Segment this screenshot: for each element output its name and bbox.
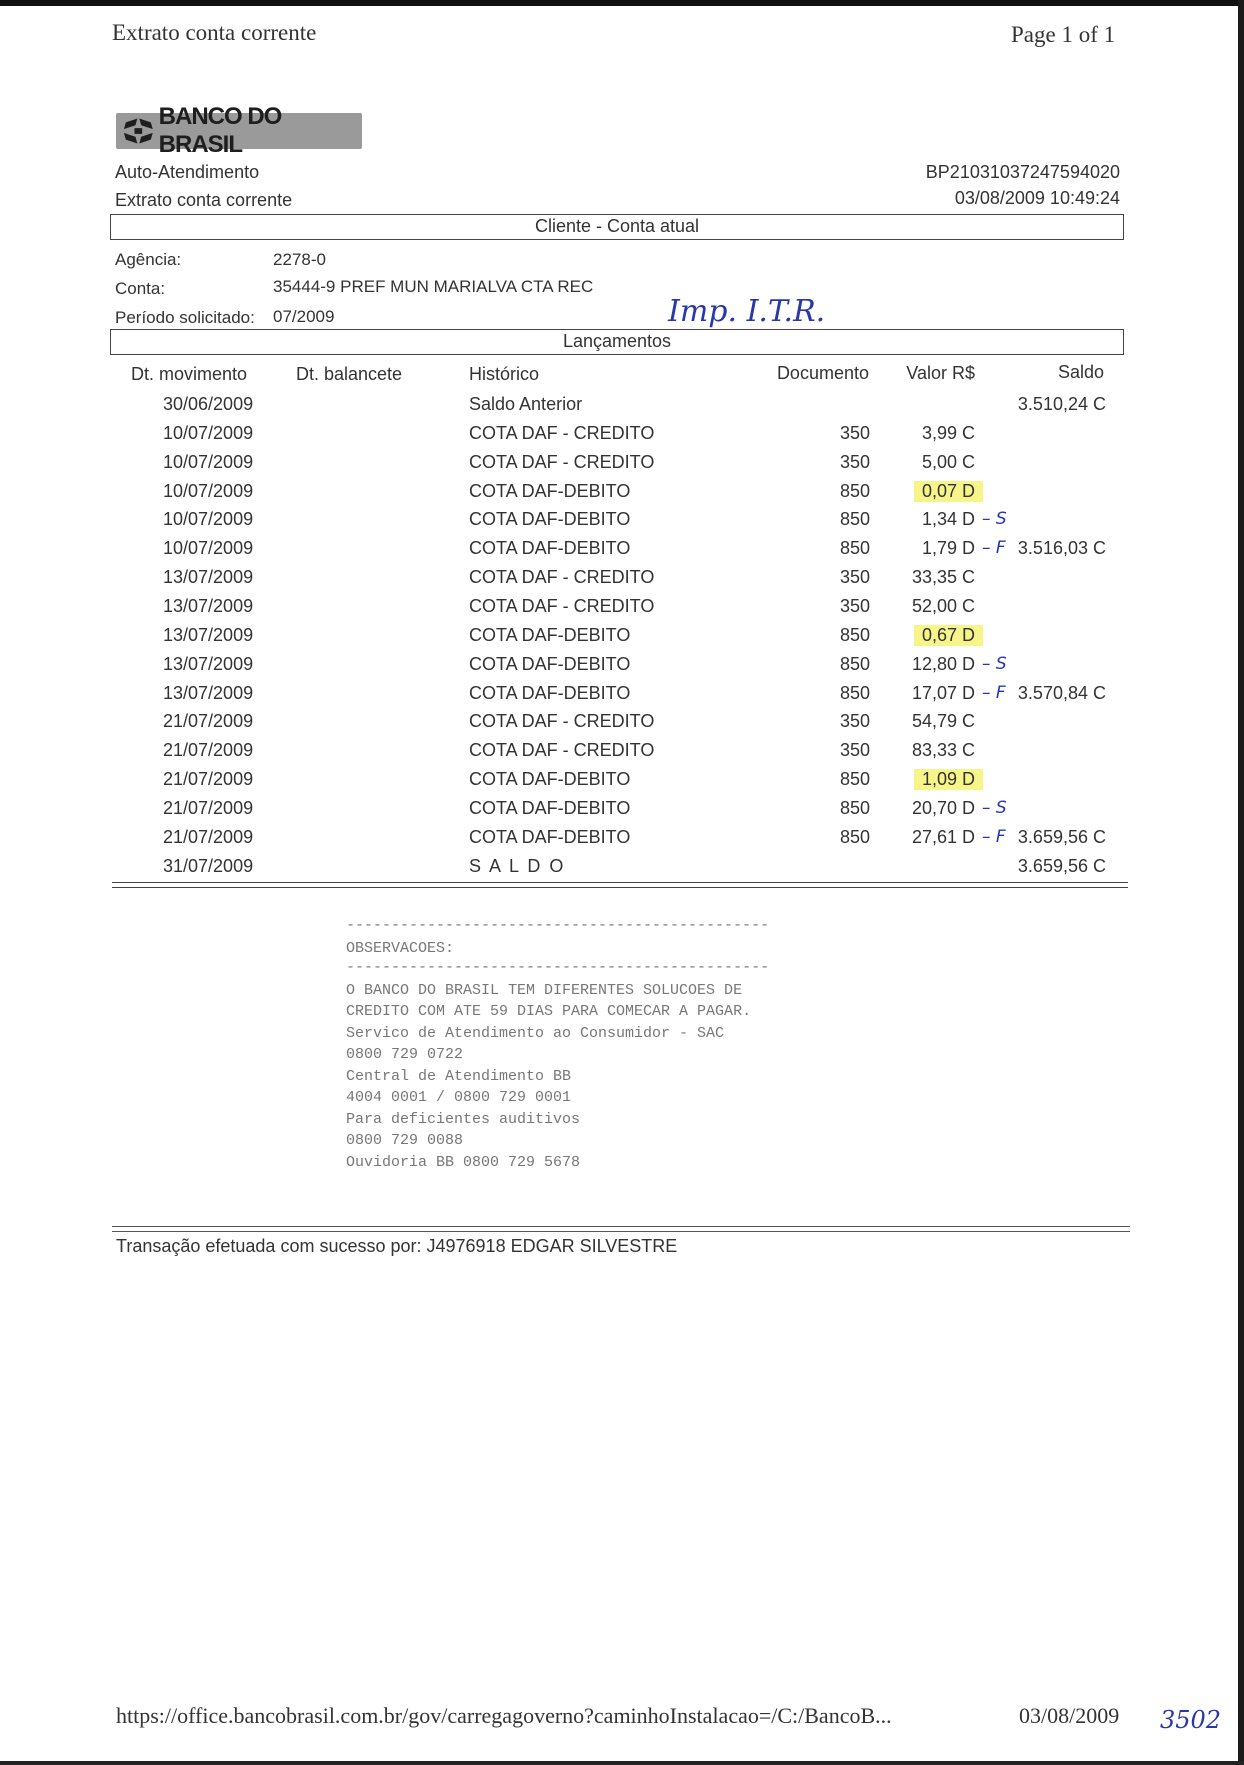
- row-saldo: 3.516,03 C: [1017, 538, 1106, 559]
- lancamentos-section-bar: Lançamentos: [110, 329, 1124, 355]
- row-historico: COTA DAF-DEBITO: [469, 769, 631, 790]
- obs-line-5: Central de Atendimento BB: [346, 1068, 572, 1085]
- obs-line-3: Servico de Atendimento ao Consumidor - SAC: [346, 1025, 725, 1042]
- row-date: 30/06/2009: [163, 394, 254, 414]
- row-valor: 1,79 D: [921, 538, 975, 559]
- col-header-valor: Valor R$: [906, 363, 975, 383]
- col-header-historico: Histórico: [469, 364, 540, 384]
- table-row: [0, 827, 1244, 856]
- col-header-dt-movimento: Dt. movimento: [131, 364, 248, 384]
- row-historico: COTA DAF-DEBITO: [469, 509, 631, 530]
- client-section-bar: Cliente - Conta atual: [110, 214, 1124, 240]
- row-historico: Saldo Anterior: [469, 394, 583, 414]
- obs-separator-top: -----------------------------------------------: [346, 917, 770, 934]
- obs-line-2: CREDITO COM ATE 59 DIAS PARA COMECAR A PAGAR.: [346, 1003, 752, 1020]
- print-date: 03/08/2009: [1019, 1703, 1120, 1728]
- table-row: [0, 452, 1244, 481]
- row-date: 10/07/2009: [163, 538, 254, 559]
- row-historico: COTA DAF-DEBITO: [469, 480, 631, 501]
- header-auto-atendimento: Auto-Atendimento: [115, 162, 260, 182]
- row-documento: 850: [839, 624, 870, 645]
- bank-logo-icon: [122, 116, 155, 146]
- page-number: Page 1 of 1: [1011, 22, 1116, 47]
- row-historico: COTA DAF - CREDITO: [469, 567, 655, 588]
- row-documento: 850: [839, 480, 870, 501]
- row-valor-highlighted: 0,67 D: [914, 625, 983, 646]
- row-date: 21/07/2009: [163, 711, 254, 732]
- table-row: [0, 423, 1244, 452]
- table-row: [0, 740, 1244, 769]
- table-row: [0, 567, 1244, 596]
- row-historico: COTA DAF-DEBITO: [469, 538, 631, 559]
- header-datetime: 03/08/2009 10:49:24: [954, 188, 1120, 208]
- row-date: 10/07/2009: [163, 451, 254, 472]
- row-documento: 850: [839, 769, 870, 790]
- bank-logo: [116, 103, 362, 158]
- scan-border-bottom: [0, 1761, 1244, 1765]
- table-row: [0, 711, 1244, 740]
- row-documento: 850: [839, 826, 870, 847]
- obs-line-7: Para deficientes auditivos: [346, 1111, 581, 1128]
- row-historico: COTA DAF - CREDITO: [469, 740, 655, 761]
- table-row: [0, 509, 1244, 538]
- row-saldo: 3.659,56 C: [1017, 855, 1106, 876]
- row-valor: 3,99 C: [921, 422, 975, 443]
- row-date: 31/07/2009: [163, 855, 254, 876]
- footer-rule: [112, 1226, 1130, 1232]
- row-handwritten-mark: – F: [982, 538, 1006, 559]
- table-row: [0, 538, 1244, 567]
- col-header-documento: Documento: [776, 363, 869, 383]
- row-saldo: 3.510,24 C: [1017, 394, 1106, 414]
- row-date: 10/07/2009: [163, 480, 254, 501]
- row-saldo: 3.570,84 C: [1017, 682, 1106, 703]
- row-documento: 350: [839, 711, 870, 732]
- row-valor: 33,35 C: [911, 567, 975, 588]
- header-protocol: BP21031037247594020: [925, 162, 1120, 182]
- row-valor-highlighted: 0,07 D: [914, 481, 983, 502]
- conta-value: 35444-9 PREF MUN MARIALVA CTA REC: [273, 277, 594, 296]
- row-date: 21/07/2009: [163, 740, 254, 761]
- obs-title: OBSERVACOES:: [346, 940, 455, 957]
- row-valor: 12,80 D: [911, 653, 975, 674]
- row-date: 13/07/2009: [163, 682, 254, 703]
- row-date: 21/07/2009: [163, 769, 254, 790]
- row-documento: 850: [839, 538, 870, 559]
- row-documento: 850: [839, 682, 870, 703]
- row-historico: COTA DAF-DEBITO: [469, 653, 631, 674]
- col-header-saldo: Saldo: [1057, 362, 1104, 382]
- table-row: [0, 798, 1244, 827]
- row-historico: COTA DAF - CREDITO: [469, 595, 655, 616]
- obs-separator-bottom: -----------------------------------------------: [346, 959, 770, 976]
- periodo-value: 07/2009: [273, 307, 335, 326]
- row-documento: 850: [839, 797, 870, 818]
- row-date: 21/07/2009: [163, 826, 254, 847]
- row-handwritten-mark: – S: [982, 653, 1007, 674]
- obs-line-4: 0800 729 0722: [346, 1046, 464, 1063]
- row-historico: COTA DAF - CREDITO: [469, 711, 655, 732]
- page-url: https://office.bancobrasil.com.br/gov/carregagoverno?caminhoInstalacao=/C:/BancoB...: [116, 1703, 892, 1728]
- table-row: [0, 596, 1244, 625]
- row-valor-highlighted: 1,09 D: [914, 769, 983, 790]
- conta-label: Conta:: [115, 279, 166, 298]
- row-valor: 1,34 D: [921, 509, 975, 530]
- row-documento: 350: [839, 567, 870, 588]
- row-valor: 83,33 C: [911, 740, 975, 761]
- col-header-dt-balancete: Dt. balancete: [296, 364, 403, 384]
- row-saldo: 3.659,56 C: [1017, 826, 1106, 847]
- row-historico: COTA DAF-DEBITO: [469, 797, 631, 818]
- row-historico: COTA DAF-DEBITO: [469, 682, 631, 703]
- obs-line-8: 0800 729 0088: [346, 1132, 464, 1149]
- row-documento: 350: [839, 422, 870, 443]
- periodo-label: Período solicitado:: [115, 308, 255, 327]
- transaction-status: Transação efetuada com sucesso por: J4976918 EDGAR SILVESTRE: [116, 1236, 678, 1256]
- row-date: 13/07/2009: [163, 595, 254, 616]
- agencia-label: Agência:: [115, 250, 182, 269]
- obs-line-1: O BANCO DO BRASIL TEM DIFERENTES SOLUCOES DE: [346, 982, 743, 999]
- table-row: [0, 856, 1244, 885]
- row-valor: 54,79 C: [911, 711, 975, 732]
- row-handwritten-mark: – S: [982, 797, 1007, 818]
- row-handwritten-mark: – F: [982, 826, 1006, 847]
- table-row: [0, 394, 1244, 423]
- handwritten-note: Imp. I.T.R.: [668, 294, 826, 329]
- row-date: 21/07/2009: [163, 797, 254, 818]
- row-date: 10/07/2009: [163, 422, 254, 443]
- row-valor: 17,07 D: [911, 682, 975, 703]
- row-date: 10/07/2009: [163, 509, 254, 530]
- table-row: [0, 481, 1244, 510]
- row-handwritten-mark: – S: [982, 509, 1007, 530]
- browser-page-title: Extrato conta corrente: [112, 20, 317, 45]
- row-historico: COTA DAF - CREDITO: [469, 422, 655, 443]
- row-valor: 5,00 C: [921, 451, 975, 472]
- row-historico: COTA DAF - CREDITO: [469, 451, 655, 472]
- table-row: [0, 769, 1244, 798]
- table-bottom-rule: [112, 882, 1128, 888]
- table-row: [0, 654, 1244, 683]
- agencia-value: 2278-0: [273, 250, 326, 269]
- scan-border-top: [0, 0, 1244, 6]
- row-valor: 52,00 C: [911, 595, 975, 616]
- header-extrato: Extrato conta corrente: [115, 190, 293, 210]
- obs-line-6: 4004 0001 / 0800 729 0001: [346, 1089, 572, 1106]
- row-date: 13/07/2009: [163, 567, 254, 588]
- row-documento: 850: [839, 653, 870, 674]
- bank-logo-text: BANCO DO BRASIL: [158, 103, 282, 158]
- table-row: [0, 625, 1244, 654]
- handwritten-page-number: 3502: [1160, 1706, 1222, 1734]
- table-row: [0, 683, 1244, 712]
- row-documento: 350: [839, 451, 870, 472]
- row-handwritten-mark: – F: [982, 682, 1006, 703]
- row-valor: 20,70 D: [911, 797, 975, 818]
- row-valor: 27,61 D: [911, 826, 975, 847]
- row-historico: COTA DAF-DEBITO: [469, 624, 631, 645]
- row-historico: S A L D O: [469, 855, 566, 876]
- row-documento: 350: [839, 740, 870, 761]
- obs-line-9: Ouvidoria BB 0800 729 5678: [346, 1154, 581, 1171]
- row-date: 13/07/2009: [163, 653, 254, 674]
- row-date: 13/07/2009: [163, 624, 254, 645]
- row-documento: 350: [839, 595, 870, 616]
- row-historico: COTA DAF-DEBITO: [469, 826, 631, 847]
- row-documento: 850: [839, 509, 870, 530]
